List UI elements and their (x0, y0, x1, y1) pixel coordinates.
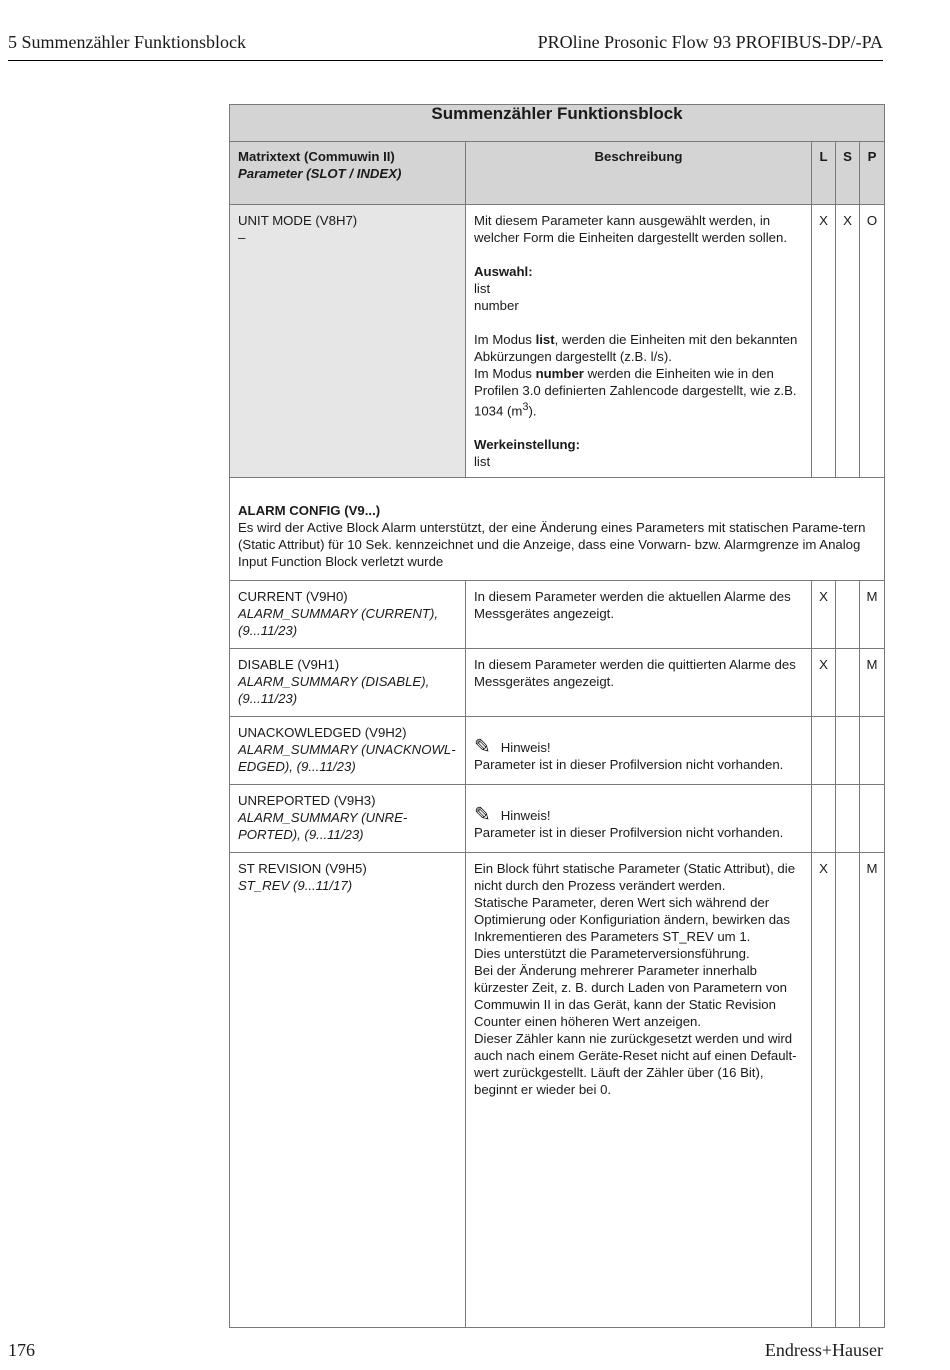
pencil-icon: ✎ (474, 804, 491, 827)
product-title: PROline Prosonic Flow 93 PROFIBUS-DP/-PA (537, 32, 883, 52)
default-label: Werkeinstellung: (474, 437, 581, 453)
s-column-header: S (836, 142, 860, 205)
param-index: ALARM_SUMMARY (UNACKNOWL-EDGED), (9...11/23) (238, 742, 456, 775)
s-cell (836, 853, 860, 1328)
table-title-row (230, 105, 885, 142)
desc-paragraph: Statische Parameter, deren Wert sich während der Optimierung oder Konfiguriation ändern, bewirken das Inkrementieren des Parameters ST_REV um 1. (474, 895, 790, 945)
param-index: ALARM_SUMMARY (CURRENT), (9...11/23) (238, 606, 439, 639)
desc-paragraph: Dieser Zähler kann nie zurückgesetzt werden und wird auch nach einem Geräte-Reset nicht auf einen Default-wert zurückgestellt. Läuft der Zähler über (16 Bit), beginnt er wieder bei 0. (474, 1031, 797, 1098)
option-number: number (474, 298, 519, 313)
hint-text: Parameter ist in dieser Profilversion nicht vorhanden. (474, 757, 784, 773)
l-cell: X (812, 581, 836, 649)
param-index: – (238, 230, 246, 245)
param-name: ST REVISION (V9H5) (238, 861, 367, 877)
desc-cell: In diesem Parameter werden die quittierten Alarme des Messgerätes angezeigt. (466, 649, 812, 717)
hint-text: Parameter ist in dieser Profilversion nicht vorhanden. (474, 825, 784, 841)
alarm-config-cell (230, 478, 885, 581)
desc-column-header: Beschreibung (466, 142, 812, 205)
section-text: Es wird der Active Block Alarm unterstützt, der eine Änderung eines Parameters mit statischen Parame-tern (Static Attribut) für 10 Sek. kennzeichnet und die Anzeige, dass eine Vorwarn- bzw. Alarmgrenze im Analog Input Function Block verletzt wurde (238, 520, 866, 570)
param-name: UNIT MODE (V8H7) (238, 213, 358, 228)
section-row-alarm-config (230, 478, 885, 581)
pencil-icon: ✎ (474, 736, 491, 759)
param-name: UNREPORTED (V9H3) (238, 793, 376, 809)
param-header-line2: Parameter (SLOT / INDEX) (238, 166, 402, 181)
param-index: ALARM_SUMMARY (UNRE-PORTED), (9...11/23) (238, 810, 408, 843)
page-number: 176 (8, 1340, 35, 1360)
option-list: list (474, 281, 491, 296)
desc-paragraph: Dies unterstützt die Parameterversionsführung. (474, 946, 750, 962)
p-cell: M (860, 853, 885, 1328)
desc-cell (466, 785, 812, 853)
param-cell (230, 785, 466, 853)
param-cell (230, 649, 466, 717)
l-cell: X (812, 205, 836, 478)
section-title: ALARM CONFIG (V9...) (238, 503, 381, 519)
table-row (230, 717, 885, 785)
hint-line (474, 736, 803, 759)
param-name: UNACKOWLEDGED (V9H2) (238, 725, 407, 741)
p-cell (860, 785, 885, 853)
selection-label: Auswahl: (474, 264, 533, 279)
parameter-table (229, 104, 885, 1328)
p-cell (860, 717, 885, 785)
desc-paragraph: Ein Block führt statische Parameter (Static Attribut), die nicht durch den Prozess verändert werden. (474, 861, 796, 894)
l-cell (812, 785, 836, 853)
table-row (230, 649, 885, 717)
param-name: DISABLE (V9H1) (238, 657, 340, 673)
p-cell: M (860, 581, 885, 649)
hint-title: Hinweis! (500, 740, 551, 756)
page-footer (8, 1338, 883, 1364)
table-row-unit-mode (230, 205, 885, 478)
s-cell (836, 785, 860, 853)
param-cell (230, 581, 466, 649)
desc-cell (466, 205, 812, 478)
desc-text: Mit diesem Parameter kann ausgewählt werden, in welcher Form die Einheiten dargestellt werden sollen. (474, 213, 787, 245)
mode-list-text: Im Modus list, werden die Einheiten mit den bekannten Abkürzungen dargestellt (z.B. l/s). (474, 332, 798, 364)
desc-cell: In diesem Parameter werden die aktuellen Alarme des Messgerätes angezeigt. (466, 581, 812, 649)
l-column-header: L (812, 142, 836, 205)
s-cell: X (836, 205, 860, 478)
mode-number-text: Im Modus number werden die Einheiten wie in den Profilen 3.0 definierten Zahlencode dargestellt, wie z.B. 1034 $(m^3)$. (474, 366, 797, 419)
p-column-header: P (860, 142, 885, 205)
desc-paragraph: Bei der Änderung mehrerer Parameter innerhalb kürzester Zeit, z. B. durch Laden von Parametern von Commuwin II in das Gerät, kann der Static Revision Counter einen höheren Wert anzeigen. (474, 963, 787, 1030)
desc-cell (466, 717, 812, 785)
param-column-header (230, 142, 466, 205)
param-index: ST_REV (9...11/17) (238, 878, 353, 894)
s-cell (836, 581, 860, 649)
param-cell (230, 853, 466, 1328)
default-value: list (474, 454, 491, 470)
brand-logo: Endress+Hauser (764, 1340, 883, 1360)
param-cell (230, 205, 466, 478)
s-cell (836, 717, 860, 785)
l-cell: X (812, 649, 836, 717)
param-name: CURRENT (V9H0) (238, 589, 348, 605)
table-row (230, 581, 885, 649)
p-cell: M (860, 649, 885, 717)
table-row (230, 853, 885, 1328)
hint-title: Hinweis! (500, 808, 551, 824)
p-cell: O (860, 205, 885, 478)
table-title: Summenzähler Funktionsblock (230, 105, 885, 142)
l-cell (812, 717, 836, 785)
hint-line (474, 804, 803, 827)
desc-cell (466, 853, 812, 1328)
param-index: ALARM_SUMMARY (DISABLE), (9...11/23) (238, 674, 430, 707)
chapter-title: 5 Summenzähler Funktionsblock (8, 32, 246, 52)
param-cell (230, 717, 466, 785)
page-header (8, 30, 883, 61)
column-header-row (230, 142, 885, 205)
s-cell (836, 649, 860, 717)
param-header-line1: Matrixtext (Commuwin II) (238, 149, 395, 164)
l-cell: X (812, 853, 836, 1328)
table-row (230, 785, 885, 853)
